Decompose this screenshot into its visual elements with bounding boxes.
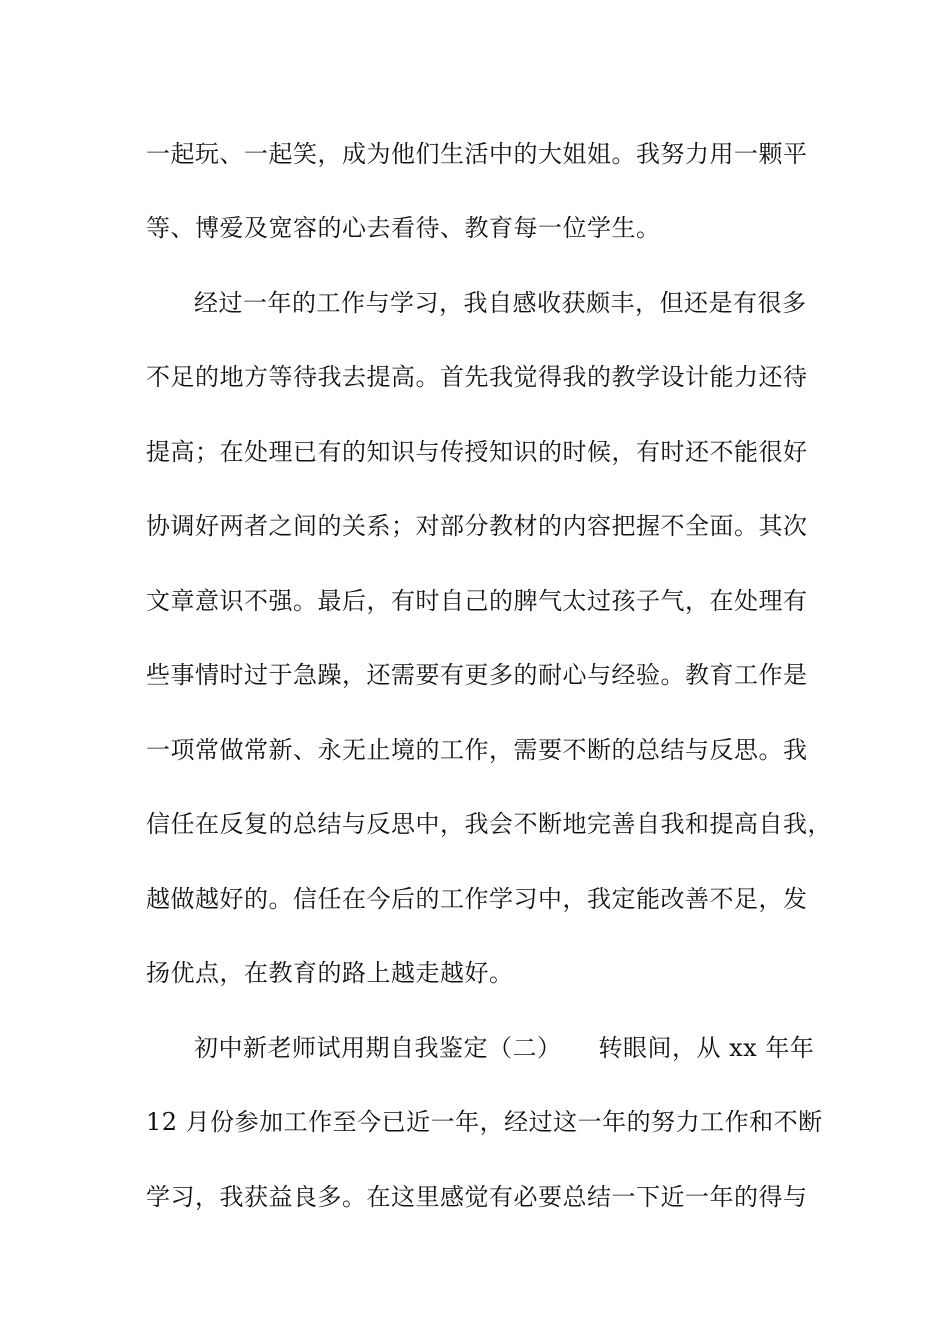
- text-line: 提高；在处理已有的知识与传授知识的时候，有时还不能很好: [146, 438, 808, 466]
- text-line: 协调好两者之间的关系；对部分教材的内容把握不全面。其次: [146, 512, 808, 540]
- paragraph-start-line: 经过一年的工作与学习，我自感收获颇丰，但还是有很多: [194, 289, 807, 317]
- text-line: 文章意识不强。最后，有时自己的脾气太过孩子气，在处理有: [146, 587, 808, 615]
- text-line: 学习，我获益良多。在这里感觉有必要总结一下近一年的得与: [146, 1183, 808, 1211]
- section-heading-line: 初中新老师试用期自我鉴定（二） 转眼间，从 xx 年年: [194, 1034, 815, 1062]
- text-line: 一起玩、一起笑，成为他们生活中的大姐姐。我努力用一颗平: [146, 140, 808, 168]
- text-line: 扬优点，在教育的路上越走越好。: [146, 959, 514, 987]
- text-line: 等、博爱及宽容的心去看待、教育每一位学生。: [146, 214, 661, 242]
- text-line: 信任在反复的总结与反思中，我会不断地完善自我和提高自我，: [146, 810, 832, 838]
- text-line: 越做越好的。信任在今后的工作学习中，我定能改善不足，发: [146, 885, 808, 913]
- text-line: 一项常做常新、永无止境的工作，需要不断的总结与反思。我: [146, 736, 808, 764]
- text-line: 不足的地方等待我去提高。首先我觉得我的教学设计能力还待: [146, 363, 808, 391]
- text-line: 些事情时过于急躁，还需要有更多的耐心与经验。教育工作是: [146, 661, 808, 689]
- text-line: 12 月份参加工作至今已近一年，经过这一年的努力工作和不断: [146, 1108, 823, 1136]
